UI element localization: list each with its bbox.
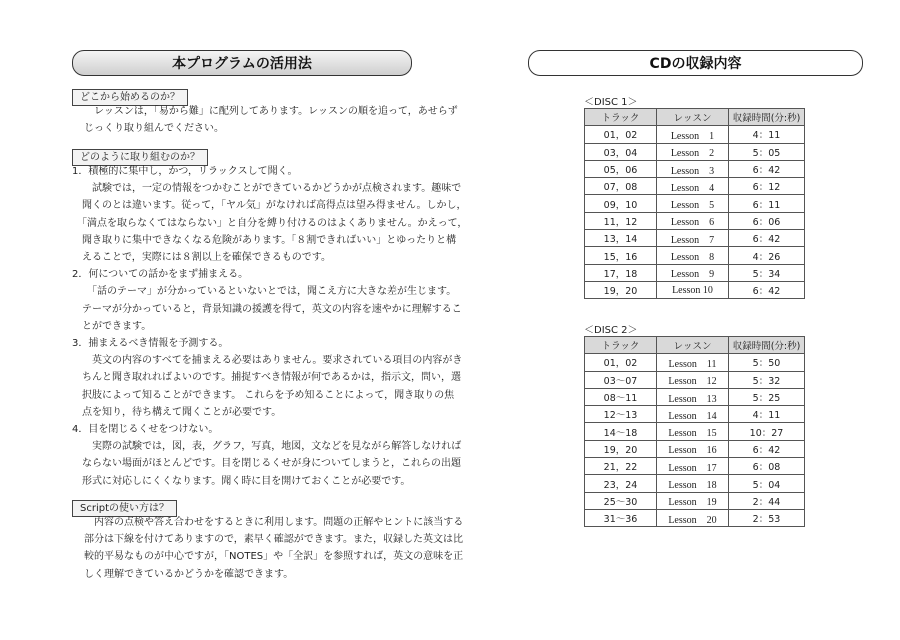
disc-2-label: ＜DISC 2＞ (584, 325, 638, 336)
lesson-cell: Lesson 11 (657, 354, 729, 371)
header-lesson: レッスン (657, 337, 729, 354)
duration-cell: 6：11 (729, 195, 805, 212)
duration-cell: 6：42 (729, 281, 805, 298)
track-cell: 03，04 (585, 143, 657, 160)
duration-cell: 4：11 (729, 126, 805, 143)
table-row (585, 195, 805, 212)
table-header-row (585, 337, 805, 354)
track-cell: 05，06 (585, 160, 657, 177)
duration-cell: 4：26 (729, 247, 805, 264)
track-cell: 19，20 (585, 440, 657, 457)
duration-cell: 6：42 (729, 160, 805, 177)
track-cell: 13，14 (585, 230, 657, 247)
lesson-cell: Lesson 12 (657, 371, 729, 388)
track-cell: 12〜13 (585, 406, 657, 423)
track-cell: 15，16 (585, 247, 657, 264)
header-track: トラック (585, 109, 657, 126)
table-row (585, 423, 805, 440)
lesson-cell: Lesson 6 (657, 212, 729, 229)
table-row (585, 264, 805, 281)
lesson-cell: Lesson 3 (657, 160, 729, 177)
lesson-cell: Lesson 1 (657, 126, 729, 143)
lesson-cell: Lesson 13 (657, 388, 729, 405)
track-cell: 17，18 (585, 264, 657, 281)
duration-cell: 6：42 (729, 440, 805, 457)
table-row (585, 212, 805, 229)
duration-cell: 5：32 (729, 371, 805, 388)
table-header-row (585, 109, 805, 126)
track-cell: 09，10 (585, 195, 657, 212)
duration-cell: 5：25 (729, 388, 805, 405)
track-cell: 25〜30 (585, 492, 657, 509)
duration-cell: 2：44 (729, 492, 805, 509)
section-text-how-to-approach: 1．積極的に集中し，かつ，リラックスして聞く。 試験では，一定の情報をつかむことができているかどうかが点検されます。趣味で 聞くのとは違います。従って，「ヤル気」がなければ高得点は望み得ません。しかし， 「満点を取らなくてはならない」と自分を縛り付けるのはよくありません。かえって， 聞き取りに集中できなくなる危険があります。「８割できればいい」とゆったりと構 えることで，実際には８割以上を確保できるものです。 2．何についての話かをまず捕まえる。 「話のテーマ」が分かっているといないとでは，聞こえ方に大きな差が生じます。 テーマが分かっていると，背景知識の援護を得て，英文の内容を速やかに理解するこ とができます。 3．捕まえるべき情報を予測する。 英文の内容のすべてを捕まえる必要はありません。要求されている項目の内容がき ちんと聞き取れればよいのです。捕捉すべき情報が何であるかは，指示文，問い，選 択肢によって知ることができます。 これらを予め知ることによって，聞き取りの焦 点を知り，待ち構えて聞くことが必要です。 4．目を閉じるくせをつけない。 実際の試験では，図，表，グラフ，写真，地図，文などを見ながら解答しなければ ならない場面がほとんどです。目を閉じるくせが身についてしまうと，これらの出題 形式に対応しにくくなります。聞く時に目を開けておくことが必要です。 (72, 166, 468, 487)
section-label-where-to-start: どこから始めるのか？ (72, 89, 188, 106)
track-cell: 01，02 (585, 126, 657, 143)
header-duration: 収録時間(分:秒) (729, 109, 805, 126)
track-cell: 08〜11 (585, 388, 657, 405)
duration-cell: 4：11 (729, 406, 805, 423)
disc-1-label: ＜DISC 1＞ (584, 97, 638, 108)
track-cell: 19，20 (585, 281, 657, 298)
header-track: トラック (585, 337, 657, 354)
section-label-script-usage: Scriptの使い方は？ (72, 500, 177, 517)
disc-1-table (584, 108, 805, 299)
section-label-how-to-approach: どのように取り組むのか？ (72, 149, 208, 166)
table-row (585, 388, 805, 405)
lesson-cell: Lesson 8 (657, 247, 729, 264)
lesson-cell: Lesson 5 (657, 195, 729, 212)
page-title-left: 本プログラムの活用法 (72, 50, 412, 76)
track-cell: 03〜07 (585, 371, 657, 388)
page-title-right: CDの収録内容 (528, 50, 863, 76)
header-lesson: レッスン (657, 109, 729, 126)
duration-cell: 2：53 (729, 509, 805, 526)
lesson-cell: Lesson 14 (657, 406, 729, 423)
track-cell: 31〜36 (585, 509, 657, 526)
lesson-cell: Lesson 18 (657, 475, 729, 492)
duration-cell: 6：42 (729, 230, 805, 247)
lesson-cell: Lesson 19 (657, 492, 729, 509)
table-row (585, 230, 805, 247)
lesson-cell: Lesson 15 (657, 423, 729, 440)
table-row (585, 406, 805, 423)
header-duration: 収録時間(分:秒) (729, 337, 805, 354)
lesson-cell: Lesson 2 (657, 143, 729, 160)
duration-cell: 5：50 (729, 354, 805, 371)
lesson-cell: Lesson 17 (657, 458, 729, 475)
track-cell: 14〜18 (585, 423, 657, 440)
duration-cell: 5：04 (729, 475, 805, 492)
track-cell: 01，02 (585, 354, 657, 371)
duration-cell: 10：27 (729, 423, 805, 440)
lesson-cell: Lesson 10 (657, 281, 729, 298)
section-text-script-usage: 内容の点検や答え合わせをするときに利用します。問題の正解やヒントに該当する 部分は下線を付けてありますので，素早く確認ができます。また，収録した英文は比 較的平易なものが中心ですが，「NOTES」や「全訳」を参照すれば，英文の意味を正 しく理解できているかどうかを確認できます。 (84, 517, 464, 580)
track-cell: 21，22 (585, 458, 657, 475)
track-cell: 11，12 (585, 212, 657, 229)
lesson-cell: Lesson 9 (657, 264, 729, 281)
table-row (585, 475, 805, 492)
lesson-cell: Lesson 7 (657, 230, 729, 247)
table-row (585, 178, 805, 195)
duration-cell: 5：34 (729, 264, 805, 281)
table-row (585, 492, 805, 509)
duration-cell: 6：06 (729, 212, 805, 229)
table-row (585, 143, 805, 160)
table-row (585, 509, 805, 526)
table-row (585, 440, 805, 457)
table-row (585, 160, 805, 177)
table-row (585, 354, 805, 371)
lesson-cell: Lesson 4 (657, 178, 729, 195)
track-cell: 07，08 (585, 178, 657, 195)
table-row (585, 281, 805, 298)
table-row (585, 247, 805, 264)
duration-cell: 6：08 (729, 458, 805, 475)
disc-2-table (584, 336, 805, 527)
track-cell: 23，24 (585, 475, 657, 492)
section-text-where-to-start: レッスンは，「易から難」に配列してあります。レッスンの順を追って，あせらず じっくり取り組んでください。 (84, 106, 458, 135)
table-row (585, 126, 805, 143)
lesson-cell: Lesson 16 (657, 440, 729, 457)
table-row (585, 458, 805, 475)
duration-cell: 5：05 (729, 143, 805, 160)
table-row (585, 371, 805, 388)
lesson-cell: Lesson 20 (657, 509, 729, 526)
duration-cell: 6：12 (729, 178, 805, 195)
